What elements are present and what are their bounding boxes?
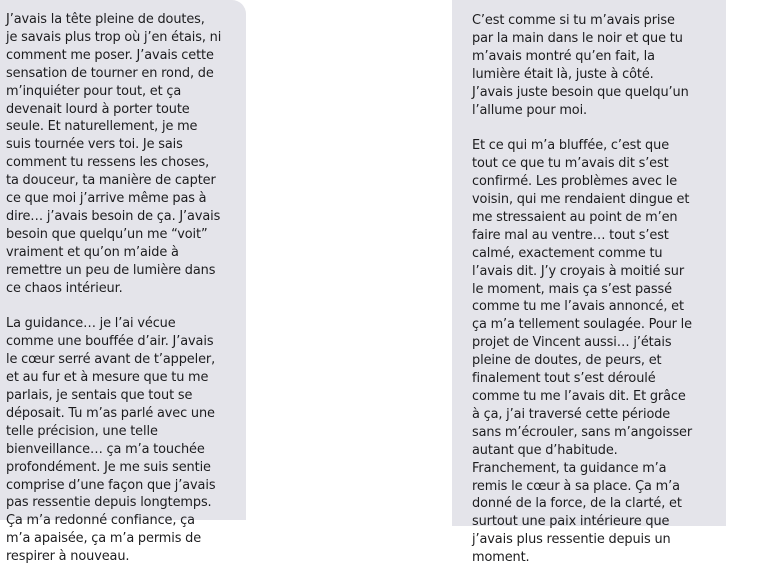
message-paragraph: J’avais la tête pleine de doutes, je savais plus trop où j’en étais, ni comment me poser. J’avais cette sensation de tourner en rond, de m’inquiéter pour tout, et ça devenait lourd à porter toute seule. Et naturellement, je me suis tournée vers toi. Je sais comment tu ressens les choses, ta douceur, ta manière de capter ce que moi j’arrive même pas à dire… j’avais besoin de ça. J’avais besoin que quelqu’un me “voit” vraiment et qu’on m’aide à remettre un peu de lumière dans ce chaos intérieur.: [6, 12, 222, 296]
message-paragraph: C’est comme si tu m’avais prise par la main dans le noir et que tu m’avais montré qu’en fait, la lumière était là, juste à côté. J’avais juste besoin que quelqu’un l’allume pour moi.: [472, 13, 689, 118]
message-bubble-left[interactable]: [0, 0, 246, 565]
message-paragraph: La guidance… je l’ai vécue comme une bouffée d’air. J’avais le cœur serré avant de t’appeler, et au fur et à mesure que tu me parlais, je sentais que tout se déposait. Tu m’as parlé avec une telle précision, une telle bienveillance… ça m’a touchée profondément. Je me suis sentie comprise d’une façon que j’avais pas ressentie depuis longtemps. Ça m’a redonné confiance, ça m’a apaisée, ça m’a permis de respirer à nouveau.: [6, 316, 216, 565]
message-paragraph: Et ce qui m’a bluffée, c’est que tout ce que tu m’avais dit s’est confirmé. Les problèmes avec le voisin, qui me rendaient dingue et me stressaient au point de m’en faire mal au ventre… tout s’est calmé, exactement comme tu l’avais dit. J’y croyais à moitié sur le moment, mais ça s’est passé comme tu me l’avais annoncé, et ça m’a tellement soulagée. Pour le projet de Vincent aussi… j’étais pleine de doutes, de peurs, et finalement tout s’est déroulé comme tu me l’avais dit. Et grâce à ça, j’ai traversé cette période sans m’écrouler, sans m’angoisser autant que d’habitude. Franchement, ta guidance m’a remis le cœur à sa place. Ça m’a donné de la force, de la clarté, et surtout une paix intérieure que j’avais plus ressentie depuis un moment.: [472, 138, 693, 566]
message-bubble-right[interactable]: [452, 0, 726, 566]
